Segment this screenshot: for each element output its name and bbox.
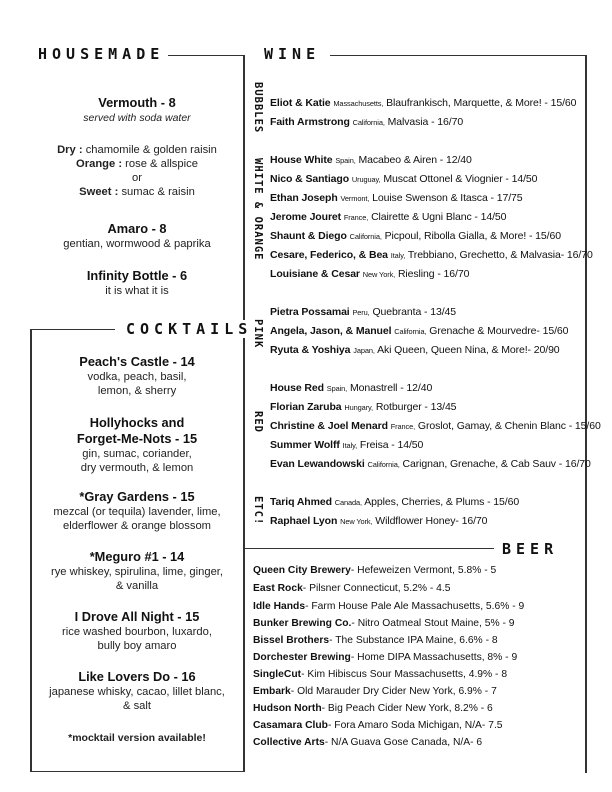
- cocktail-item: [30, 415, 244, 475]
- wine-item: [270, 267, 469, 282]
- wine-name: Tariq Ahmed: [270, 496, 332, 508]
- cocktail-item: [30, 489, 244, 533]
- beer-name: Dorchester Brewing: [253, 652, 351, 663]
- wine-desc: Groslot, Gamay, & Chenin Blanc - 15/60: [417, 420, 601, 432]
- beer-desc: - N/A Guava Gose Canada, N/A- 6: [324, 737, 483, 748]
- wine-region: New York,: [340, 517, 373, 526]
- cocktail-desc: vodka, peach, basil,: [87, 371, 187, 383]
- cocktail-name: Peach's Castle - 14: [79, 354, 195, 369]
- wine-region: California,: [394, 327, 427, 336]
- cocktail-name-line2: Forget-Me-Nots - 15: [76, 431, 198, 446]
- infinity-bottle-name: Infinity Bottle - 6: [86, 268, 188, 283]
- wine-category-pink: PINK: [252, 319, 264, 349]
- beer-name: Bissel Brothers: [253, 635, 330, 646]
- wine-name: Florian Zaruba: [270, 401, 342, 413]
- wine-item: [270, 400, 456, 415]
- wine-item: [270, 229, 561, 244]
- wine-name: Ethan Joseph: [270, 192, 338, 204]
- vermouth-orange: rose & allspice: [125, 158, 198, 170]
- wine-item: [270, 305, 456, 320]
- beer-desc: - Old Marauder Dry Cider New York, 6.9% - 7: [290, 686, 497, 697]
- wine-category-etc: ETC!: [252, 496, 264, 526]
- beer-name: Collective Arts: [253, 737, 325, 748]
- beer-name: SingleCut: [253, 669, 302, 680]
- cocktail-desc: & salt: [123, 700, 151, 712]
- wine-item: [270, 343, 560, 358]
- amaro-desc: gentian, wormwood & paprika: [63, 238, 211, 250]
- wine-name: Ryuta & Yoshiya: [270, 344, 351, 356]
- beer-desc: - Nitro Oatmeal Stout Maine, 5% - 9: [351, 618, 515, 629]
- wine-name: Eliot & Katie: [270, 97, 331, 109]
- cocktail-desc: & vanilla: [115, 580, 159, 592]
- beer-item: [253, 702, 493, 715]
- wine-desc: Monastrell - 12/40: [349, 382, 433, 394]
- wine-item: [270, 96, 576, 111]
- wine-region: Spain,: [326, 384, 348, 393]
- wine-item: [270, 191, 523, 206]
- beer-desc: - Kim Hibiscus Sour Massachusetts, 4.9% - 8: [301, 669, 508, 680]
- wine-region: Massachusetts,: [333, 99, 384, 108]
- wine-name: Raphael Lyon: [270, 515, 338, 527]
- wine-name: Pietra Possamai: [270, 306, 350, 318]
- cocktails-section: [30, 0, 244, 792]
- beer-desc: - Pilsner Connecticut, 5.2% - 4.5: [302, 583, 451, 594]
- wine-desc: Malvasia - 16/70: [387, 116, 464, 128]
- cocktail-desc: elderflower & orange blossom: [63, 520, 211, 532]
- wine-region: Canada,: [334, 498, 362, 507]
- wine-name: Evan Lewandowski: [270, 458, 365, 470]
- wine-region: Hungary,: [344, 403, 373, 412]
- wine-item: [270, 457, 591, 472]
- cocktail-name: *Meguro #1 - 14: [89, 549, 185, 564]
- beer-item: [253, 617, 515, 630]
- vermouth-orange-label: Orange :: [76, 158, 123, 170]
- beer-desc: - The Substance IPA Maine, 6.6% - 8: [329, 635, 498, 646]
- wine-category-white-orange: WHITE & ORANGE: [252, 158, 264, 261]
- beer-desc: - Big Peach Cider New York, 8.2% - 6: [321, 703, 493, 714]
- vermouth-sweet-label: Sweet :: [79, 186, 119, 198]
- wine-item: [270, 419, 601, 434]
- wine-desc: Clairette & Ugni Blanc - 14/50: [371, 211, 507, 223]
- wine-item: [270, 210, 506, 225]
- wine-region: France,: [343, 213, 369, 222]
- vermouth-name: Vermouth - 8: [98, 95, 176, 110]
- cocktail-name: Hollyhocks and: [89, 415, 185, 430]
- cocktail-item: [30, 354, 244, 398]
- beer-item: [253, 600, 524, 613]
- cocktail-name: *Gray Gardens - 15: [79, 489, 195, 504]
- vermouth-sweet: sumac & raisin: [121, 186, 195, 198]
- wine-name: Cesare, Federico, & Bea: [270, 249, 388, 261]
- wine-region: Peru,: [352, 308, 370, 317]
- vermouth-dry-label: Dry :: [57, 144, 83, 156]
- wine-region: California,: [352, 118, 385, 127]
- wine-region: France,: [390, 422, 416, 431]
- wine-item: [270, 115, 463, 130]
- wine-region: Vermont,: [340, 194, 370, 203]
- wine-region: Spain,: [335, 156, 356, 165]
- cocktail-desc: bully boy amaro: [97, 640, 177, 652]
- wine-desc: Apples, Cherries, & Plums - 15/60: [364, 496, 520, 508]
- wine-desc: Quebranta - 13/45: [372, 306, 456, 318]
- amaro-name: Amaro - 8: [107, 221, 167, 236]
- wine-name: Nico & Santiago: [270, 173, 350, 185]
- wine-item: [270, 495, 519, 510]
- wine-desc: Picpoul, Ribolla Gialla, & More! - 15/60: [384, 230, 561, 242]
- wine-region: California,: [367, 460, 400, 469]
- wine-desc: Macabeo & Airen - 12/40: [358, 154, 472, 166]
- beer-item: [253, 651, 517, 664]
- wine-name: Shaunt & Diego: [270, 230, 347, 242]
- beer-name: Queen City Brewery: [253, 565, 351, 576]
- vermouth-note: served with soda water: [83, 112, 191, 124]
- wine-name: Faith Armstrong: [270, 116, 350, 128]
- wine-region: New York,: [362, 270, 396, 279]
- beer-name: Casamara Club: [253, 720, 328, 731]
- beer-name: Idle Hands: [253, 601, 306, 612]
- beer-item: [253, 736, 482, 749]
- divider-beer-top: [244, 548, 494, 549]
- cocktail-desc: mezcal (or tequila) lavender, lime,: [53, 506, 221, 518]
- wine-name: Angela, Jason, & Manuel: [270, 325, 392, 337]
- wine-region: California,: [349, 232, 382, 241]
- beer-desc: - Fora Amaro Soda Michigan, N/A- 7.5: [327, 720, 503, 731]
- beer-item: [253, 668, 507, 681]
- beer-desc: - Hefeweizen Vermont, 5.8% - 5: [350, 565, 497, 576]
- wine-desc: Trebbiano, Grechetto, & Malvasia- 16/70: [407, 249, 593, 261]
- wine-header: WINE: [260, 45, 324, 63]
- wine-category-red: RED: [252, 411, 264, 433]
- wine-desc: Louise Swenson & Itasca - 17/75: [372, 192, 523, 204]
- wine-name: House Red: [270, 382, 324, 394]
- cocktail-desc: rye whiskey, spirulina, lime, ginger,: [50, 566, 224, 578]
- cocktail-item: [30, 669, 244, 713]
- wine-desc: Aki Queen, Queen Nina, & More!- 20/90: [377, 344, 560, 356]
- beer-item: [253, 719, 503, 732]
- cocktail-name: Like Lovers Do - 16: [78, 669, 196, 684]
- wine-desc: Riesling - 16/70: [397, 268, 470, 280]
- wine-item: [270, 438, 423, 453]
- cocktail-item: [30, 609, 244, 653]
- cocktail-desc: dry vermouth, & lemon: [80, 462, 194, 474]
- beer-desc: - Home DIPA Massachusetts, 8% - 9: [350, 652, 518, 663]
- wine-category-bubbles: BUBBLES: [252, 82, 264, 134]
- wine-region: Italy,: [390, 251, 406, 260]
- wine-item: [270, 324, 568, 339]
- wine-desc: Wildflower Honey- 16/70: [375, 515, 488, 527]
- vermouth-dry: chamomile & golden raisin: [85, 144, 217, 156]
- wine-name: Louisiane & Cesar: [270, 268, 360, 280]
- divider-right-vertical: [585, 55, 587, 773]
- beer-name: East Rock: [253, 583, 303, 594]
- wine-name: Christine & Joel Menard: [270, 420, 388, 432]
- wine-item: [270, 381, 432, 396]
- wine-item: [270, 172, 537, 187]
- cocktail-desc: japanese whisky, cacao, lillet blanc,: [49, 686, 225, 698]
- wine-item: [270, 248, 593, 263]
- cocktail-item: [30, 549, 244, 593]
- cocktail-desc: gin, sumac, coriander,: [82, 448, 192, 460]
- vermouth-or: or: [132, 172, 142, 184]
- wine-desc: Blaufrankisch, Marquette, & More! - 15/60: [386, 97, 577, 109]
- wine-name: Summer Wolff: [270, 439, 340, 451]
- wine-item: [270, 153, 472, 168]
- beer-item: [253, 564, 496, 577]
- divider-wine-top: [330, 55, 586, 56]
- beer-desc: - Farm House Pale Ale Massachusetts, 5.6% - 9: [305, 601, 525, 612]
- wine-desc: Muscat Ottonel & Viognier - 14/50: [383, 173, 538, 185]
- wine-desc: Grenache & Mourvedre- 15/60: [429, 325, 569, 337]
- wine-name: Jerome Jouret: [270, 211, 342, 223]
- beer-header: BEER: [498, 540, 562, 558]
- wine-desc: Freisa - 14/50: [359, 439, 424, 451]
- beer-item: [253, 685, 497, 698]
- cocktail-desc: lemon, & sherry: [97, 385, 177, 397]
- beer-item: [253, 582, 450, 595]
- cocktail-name: I Drove All Night - 15: [74, 609, 200, 624]
- wine-desc: Rotburger - 13/45: [375, 401, 457, 413]
- wine-desc: Carignan, Grenache, & Cab Sauv - 16/70: [402, 458, 591, 470]
- wine-item: [270, 514, 487, 529]
- mocktail-note: *mocktail version available!: [68, 732, 206, 744]
- housemade-header: HOUSEMADE: [34, 45, 168, 63]
- wine-name: House White: [270, 154, 333, 166]
- wine-region: Uruguay,: [351, 175, 381, 184]
- cocktail-desc: rice washed bourbon, luxardo,: [62, 626, 212, 638]
- beer-name: Hudson North: [253, 703, 322, 714]
- beer-name: Embark: [253, 686, 291, 697]
- wine-region: Italy,: [342, 441, 358, 450]
- beer-item: [253, 634, 498, 647]
- infinity-bottle-desc: it is what it is: [105, 285, 169, 297]
- cocktails-header: COCKTAILS: [122, 320, 256, 338]
- beer-name: Bunker Brewing Co.: [253, 618, 352, 629]
- wine-region: Japan,: [353, 346, 375, 355]
